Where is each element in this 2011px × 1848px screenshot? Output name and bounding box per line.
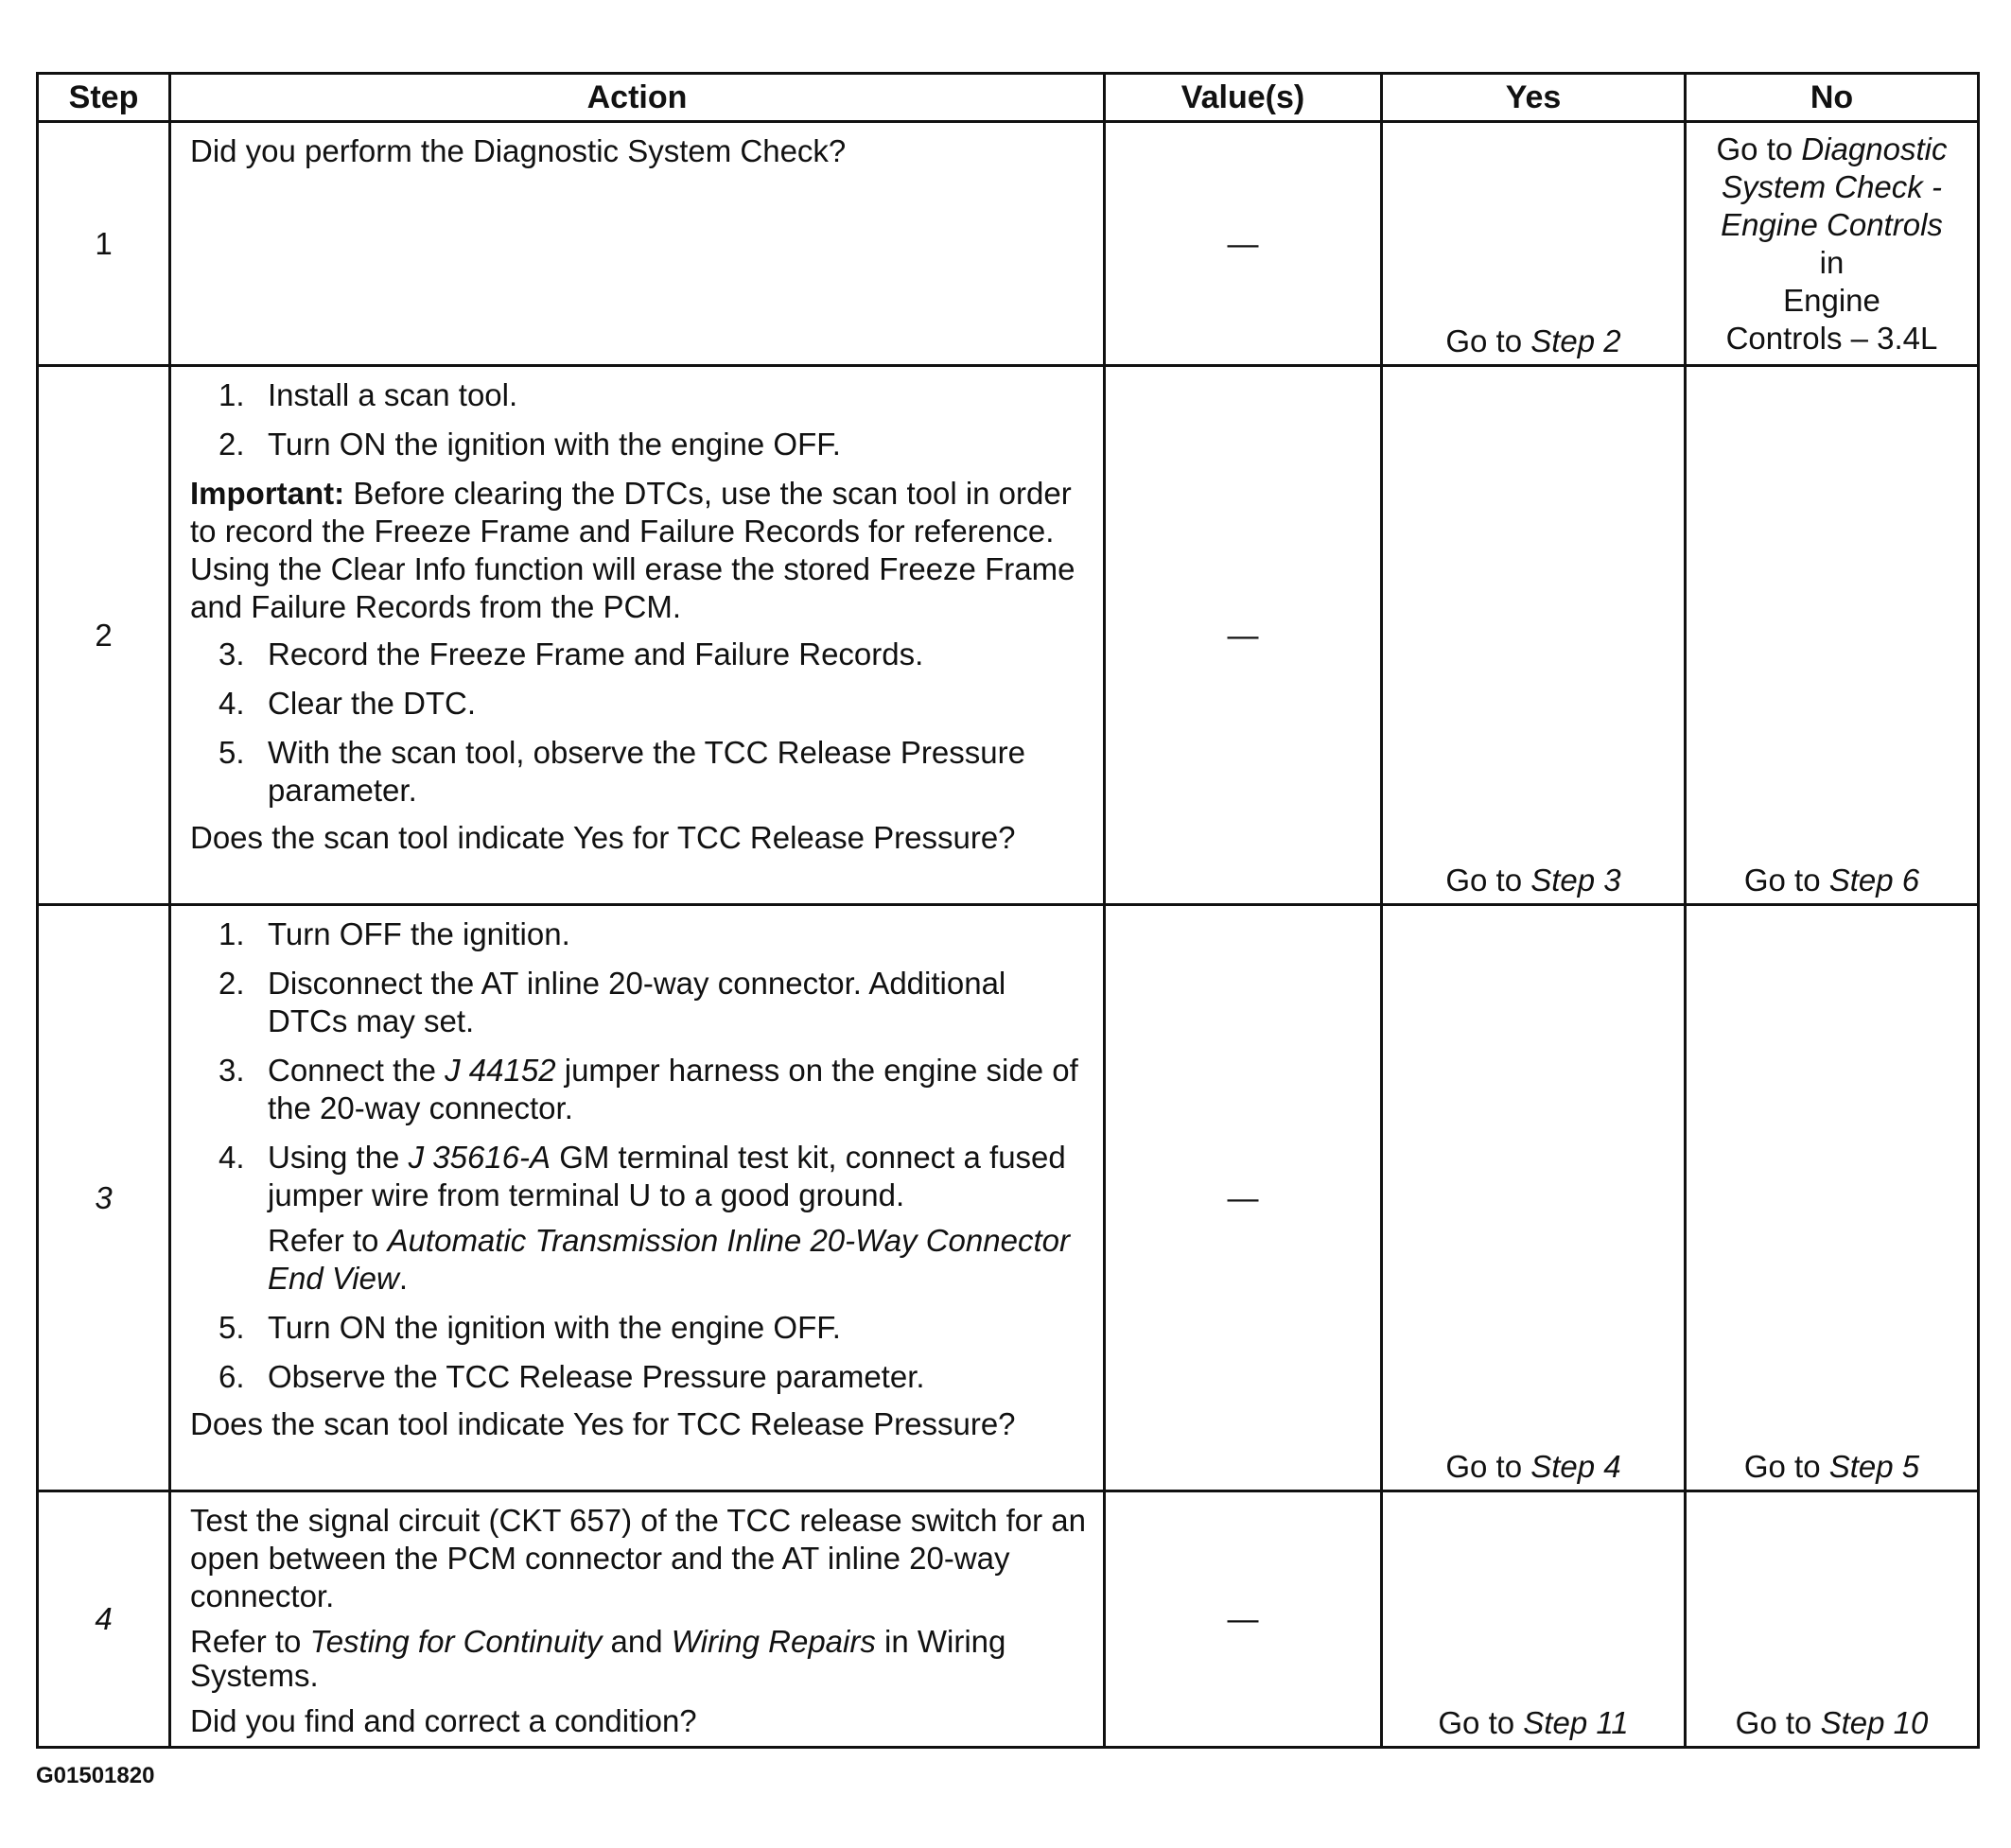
list-item-text <box>268 1053 1078 1125</box>
list-item-number: 6. <box>219 1359 245 1394</box>
value-cell: — <box>1105 366 1382 905</box>
important-text: Before clearing the DTCs, use the scan tool in order to record the Freeze Frame and Failure Records for reference. Using the Clear Info function will erase the stored Freeze Frame and Failure Records from the PCM. <box>190 476 1075 624</box>
action-question: Did you find and correct a condition? <box>190 1703 697 1738</box>
value-cell: — <box>1105 1491 1382 1748</box>
yes-target-link[interactable]: Step 2 <box>1530 323 1621 358</box>
no-cell <box>1686 905 1979 1491</box>
yes-cell <box>1382 366 1686 905</box>
table-row <box>38 122 1979 366</box>
list-item-number: 5. <box>219 735 245 770</box>
yes-cell <box>1382 1491 1686 1748</box>
list-item <box>190 1309 1088 1347</box>
list-item <box>190 965 1088 1040</box>
text-fragment: in Wiring Systems. <box>190 1624 1006 1693</box>
procedure-list <box>190 1309 1088 1396</box>
reference-link[interactable]: Wiring Repairs <box>671 1624 876 1659</box>
yes-prefix: Go to <box>1445 863 1523 898</box>
important-note <box>190 475 1088 626</box>
list-item-text: With the scan tool, observe the TCC Release Pressure parameter. <box>268 735 1025 808</box>
yes-cell <box>1382 122 1686 366</box>
text-fragment: Refer to <box>190 1624 302 1659</box>
list-item <box>190 734 1088 810</box>
list-item-number: 3. <box>219 636 245 671</box>
tool-reference: J 35616-A <box>408 1140 551 1175</box>
reference-link[interactable]: Automatic Transmission Inline 20-Way Connector End View <box>268 1223 1070 1296</box>
list-item-number: 3. <box>219 1053 245 1088</box>
no-manual-line1: Engine <box>1783 283 1880 318</box>
no-target-link-line3[interactable]: Engine Controls <box>1721 207 1943 242</box>
no-prefix: Go to <box>1716 131 1793 166</box>
action-cell <box>170 366 1105 905</box>
yes-target-link[interactable]: Step 4 <box>1530 1449 1621 1484</box>
yes-prefix: Go to <box>1445 323 1523 358</box>
list-item-number: 2. <box>219 427 245 462</box>
refer-note <box>190 1222 1088 1298</box>
no-prefix: Go to <box>1743 863 1821 898</box>
list-item-number: 1. <box>219 377 245 412</box>
header-no: No <box>1686 74 1979 122</box>
no-in-text: in <box>1819 245 1845 280</box>
action-cell <box>170 122 1105 366</box>
no-target-link[interactable]: Step 6 <box>1828 863 1920 898</box>
table-row <box>38 905 1979 1491</box>
action-question: Did you perform the Diagnostic System Check? <box>190 133 847 168</box>
step-number: 3 <box>38 905 170 1491</box>
text-fragment: Refer to <box>268 1223 379 1258</box>
no-prefix: Go to <box>1735 1705 1812 1740</box>
action-question: Does the scan tool indicate Yes for TCC Release Pressure? <box>190 1406 1016 1441</box>
list-item-number: 5. <box>219 1310 245 1345</box>
no-cell <box>1686 366 1979 905</box>
header-step: Step <box>38 74 170 122</box>
important-label: Important: <box>190 476 345 511</box>
text-fragment: Using the <box>268 1140 400 1175</box>
no-target-link-line1[interactable]: Diagnostic <box>1801 131 1948 166</box>
procedure-list <box>190 376 1088 463</box>
yes-prefix: Go to <box>1438 1705 1515 1740</box>
value-cell: — <box>1105 905 1382 1491</box>
no-prefix: Go to <box>1743 1449 1821 1484</box>
yes-target-link[interactable]: Step 11 <box>1523 1705 1629 1740</box>
list-item <box>190 1052 1088 1127</box>
refer-note <box>190 1625 1088 1693</box>
text-fragment: and <box>610 1624 663 1659</box>
list-item <box>190 685 1088 723</box>
list-item-text: Install a scan tool. <box>268 377 518 412</box>
action-cell <box>170 1491 1105 1748</box>
header-row <box>38 74 1979 122</box>
list-item-text: Clear the DTC. <box>268 686 477 721</box>
yes-prefix: Go to <box>1445 1449 1523 1484</box>
list-item <box>190 376 1088 414</box>
diagnostic-table-container <box>36 72 1977 1749</box>
no-target-link[interactable]: Step 10 <box>1820 1705 1929 1740</box>
list-item-number: 4. <box>219 686 245 721</box>
text-fragment: Connect the <box>268 1053 436 1088</box>
list-item-text: Disconnect the AT inline 20-way connector. Additional DTCs may set. <box>268 966 1006 1038</box>
text-fragment: . <box>398 1261 408 1296</box>
list-item-number: 1. <box>219 916 245 951</box>
value-cell: — <box>1105 122 1382 366</box>
no-target-link[interactable]: Step 5 <box>1828 1449 1920 1484</box>
list-item-number: 2. <box>219 966 245 1001</box>
procedure-list <box>190 915 1088 1214</box>
reference-link[interactable]: Testing for Continuity <box>309 1624 603 1659</box>
list-item-text: Turn ON the ignition with the engine OFF. <box>268 427 841 462</box>
list-item <box>190 426 1088 463</box>
list-item-number: 4. <box>219 1140 245 1175</box>
table-row <box>38 1491 1979 1748</box>
list-item-text <box>268 1140 1066 1212</box>
header-action: Action <box>170 74 1105 122</box>
figure-id: G01501820 <box>36 1763 155 1788</box>
yes-target-link[interactable]: Step 3 <box>1530 863 1621 898</box>
step-number: 4 <box>38 1491 170 1748</box>
action-cell <box>170 905 1105 1491</box>
list-item-text: Observe the TCC Release Pressure parameter. <box>268 1359 925 1394</box>
header-values: Value(s) <box>1105 74 1382 122</box>
no-manual-line2: Controls – 3.4L <box>1725 321 1938 356</box>
no-cell <box>1686 1491 1979 1748</box>
text-fragment: GM terminal test kit, connect a fused jumper wire from terminal U to a good ground. <box>268 1140 1066 1212</box>
list-item <box>190 1139 1088 1214</box>
diagnostic-table <box>36 72 1980 1749</box>
list-item <box>190 1358 1088 1396</box>
text-fragment: jumper harness on the engine side of the 20-way connector. <box>268 1053 1078 1125</box>
no-cell <box>1686 122 1979 366</box>
procedure-list <box>190 636 1088 810</box>
list-item-text: Turn ON the ignition with the engine OFF. <box>268 1310 841 1345</box>
list-item-text: Record the Freeze Frame and Failure Records. <box>268 636 924 671</box>
header-yes: Yes <box>1382 74 1686 122</box>
action-question: Does the scan tool indicate Yes for TCC Release Pressure? <box>190 820 1016 855</box>
step-number: 2 <box>38 366 170 905</box>
tool-reference: J 44152 <box>445 1053 556 1088</box>
yes-cell <box>1382 905 1686 1491</box>
action-text: Test the signal circuit (CKT 657) of the TCC release switch for an open between the PCM connector and the AT inline 20-way connector. <box>190 1503 1087 1613</box>
list-item <box>190 636 1088 673</box>
no-target-link-line2[interactable]: System Check - <box>1722 169 1942 204</box>
list-item-text: Turn OFF the ignition. <box>268 916 570 951</box>
table-row <box>38 366 1979 905</box>
step-number: 1 <box>38 122 170 366</box>
list-item <box>190 915 1088 953</box>
